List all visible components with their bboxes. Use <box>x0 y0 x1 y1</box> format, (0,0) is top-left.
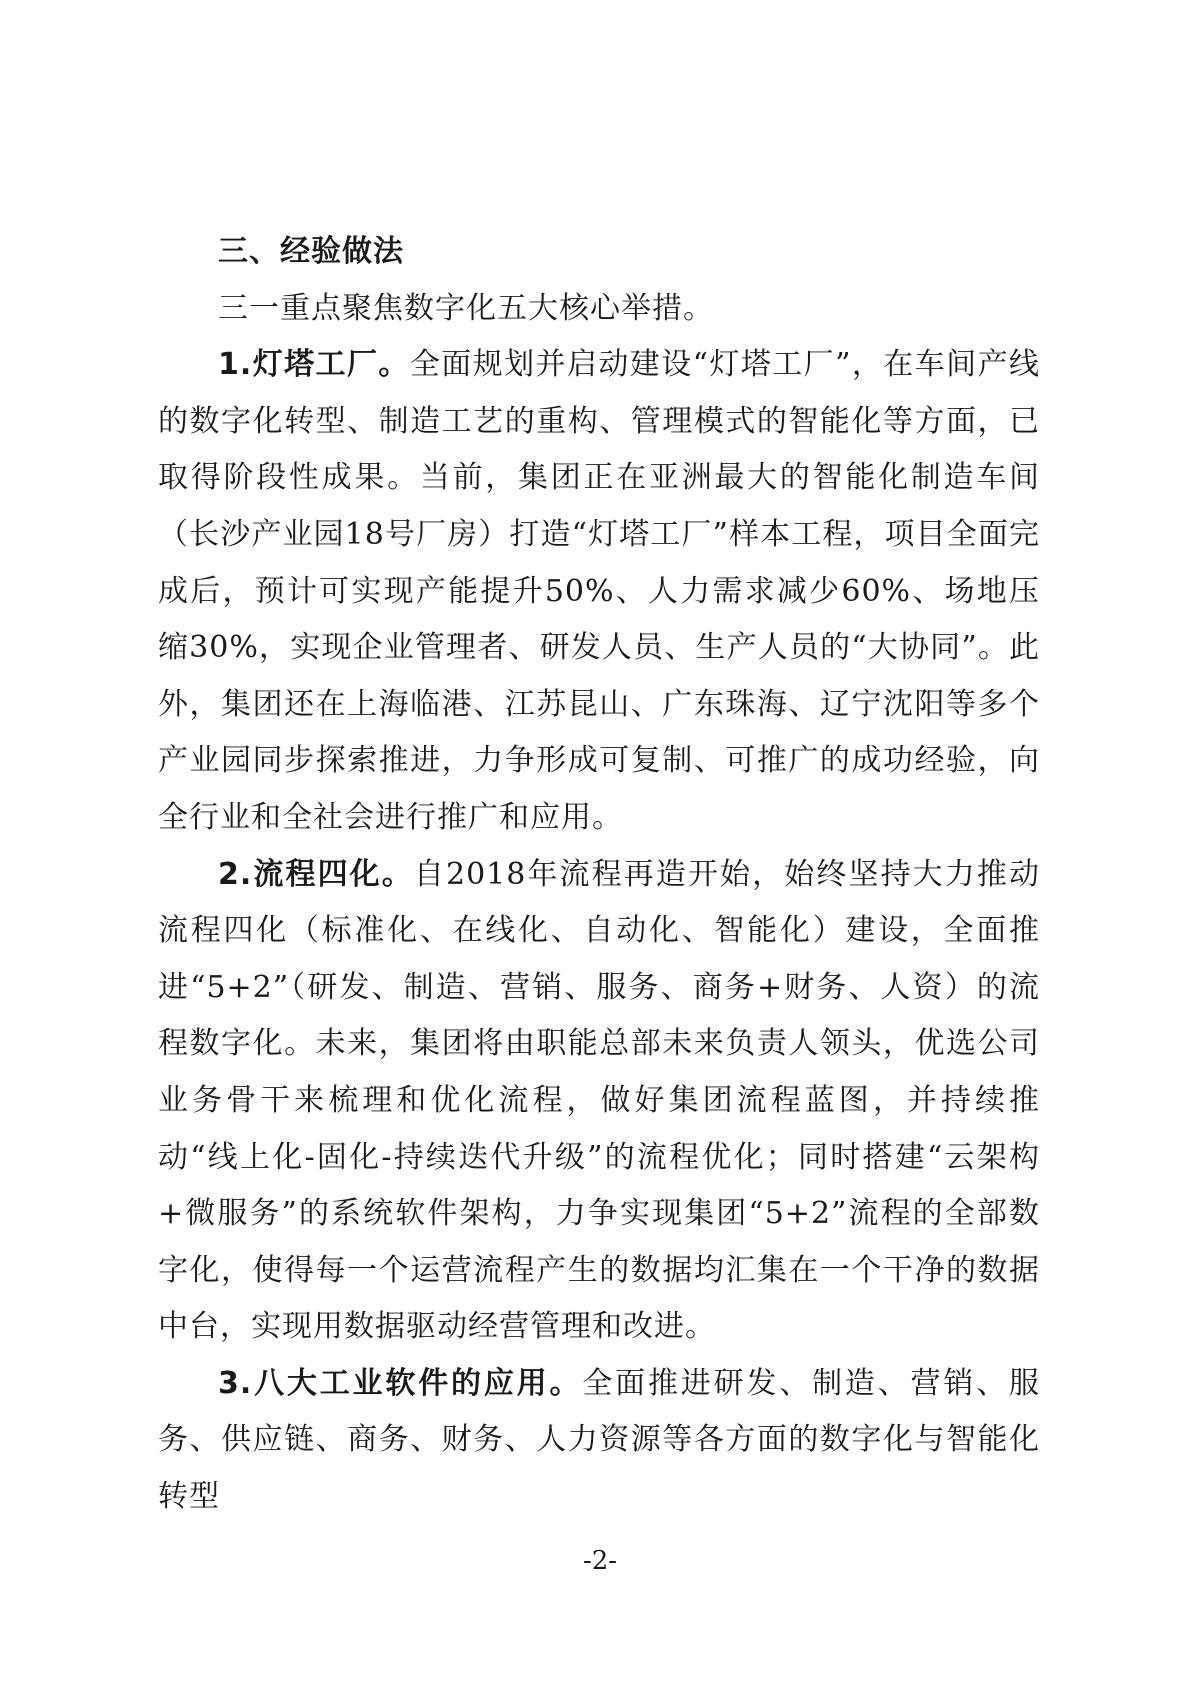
paragraph-process-four <box>158 847 1040 1356</box>
paragraph-lighthouse-factory <box>158 337 1040 846</box>
paragraph-body: 全面推进研发、制造、营销、服务、供应链、商务、财务、人力资源等各方面的数字化与智能化转型 <box>158 1365 1040 1515</box>
paragraph-body: 全面规划并启动建设“灯塔工厂”，在车间产线的数字化转型、制造工艺的重构、管理模式的智能化等方面，已取得阶段性成果。当前，集团正在亚洲最大的智能化制造车间（长沙产业园18号厂房）打造“灯塔工厂”样本工程，项目全面完成后，预计可实现产能提升50%、人力需求减少60%、场地压缩30%，实现企业管理者、研发人员、生产人员的“大协同”。此外，集团还在上海临港、江苏昆山、广东珠海、辽宁沈阳等多个产业园同步探索推进，力争形成可复制、可推广的成功经验，向全行业和全社会进行推广和应用。 <box>158 347 1040 835</box>
paragraph-body: 自2018年流程再造开始，始终坚持大力推动流程四化（标准化、在线化、自动化、智能化）建设，全面推进“5+2”（研发、制造、营销、服务、商务+财务、人资）的流程数字化。未来，集团将由职能总部未来负责人领头，优选公司业务骨干来梳理和优化流程，做好集团流程蓝图，并持续推动“线上化-固化-持续迭代升级”的流程优化；同时搭建“云架构+微服务”的系统软件架构，力争实现集团“5+2”流程的全部数字化，使得每一个运营流程产生的数据均汇集在一个干净的数据中台，实现用数据驱动经营管理和改进。 <box>158 856 1040 1345</box>
page-number: -2- <box>582 1546 618 1576</box>
section-heading: 三、经验做法 <box>218 234 404 269</box>
section-lead: 三一重点聚焦数字化五大核心举措。 <box>218 290 714 326</box>
paragraph-industrial-software <box>158 1356 1040 1526</box>
paragraph-title: 2.流程四化。 <box>218 856 414 892</box>
paragraph-title: 3.八大工业软件的应用。 <box>218 1365 583 1401</box>
document-body <box>158 224 1040 1526</box>
paragraph-title: 1.灯塔工厂。 <box>218 347 410 383</box>
